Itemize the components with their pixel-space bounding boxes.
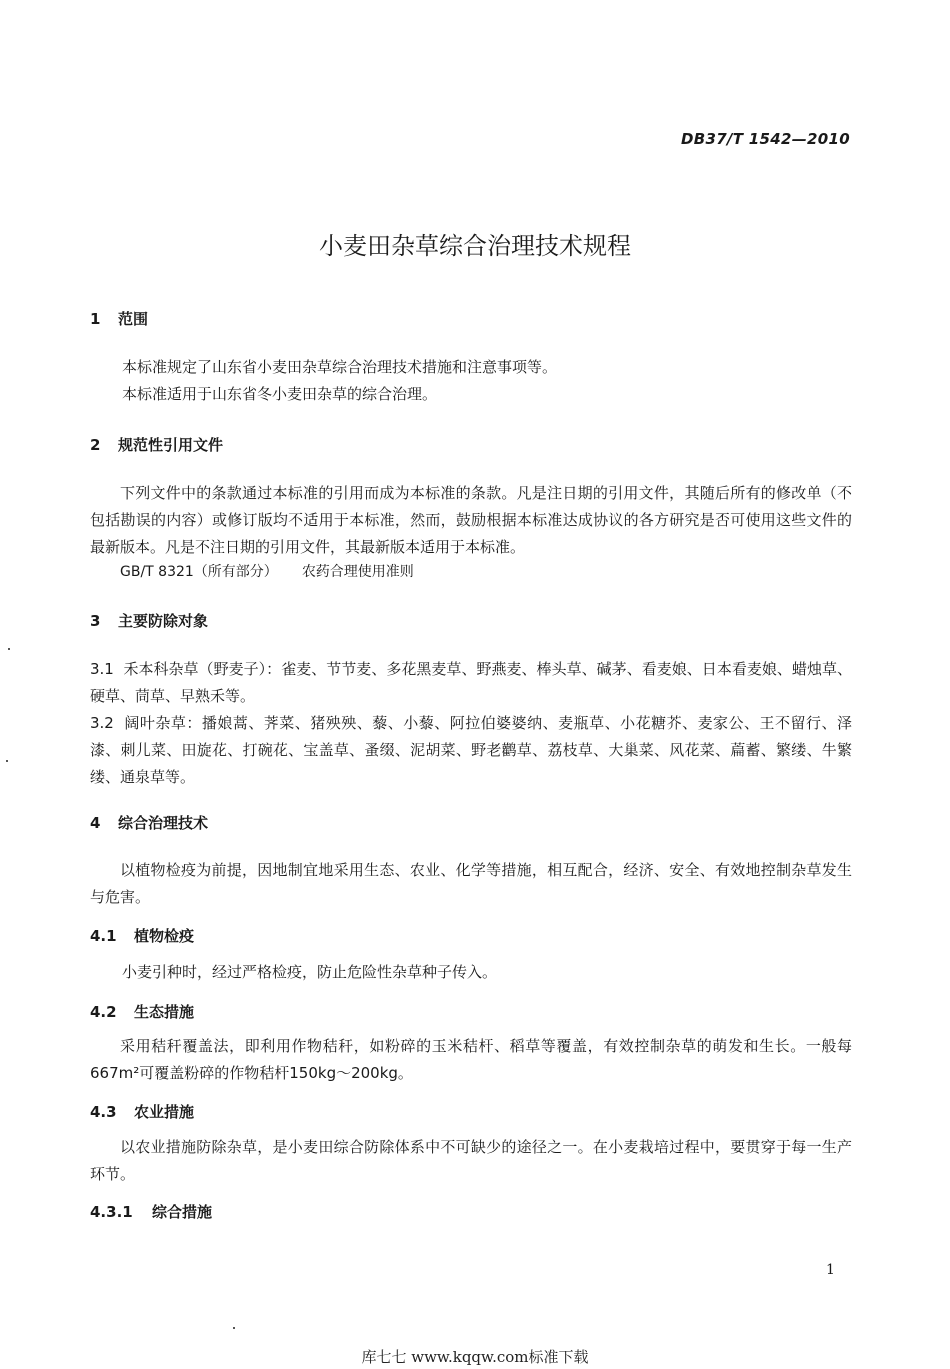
clause-text: 禾本科杂草（野麦子）：雀麦、节节麦、多花黑麦草、野燕麦、棒头草、碱茅、看麦娘、日本看麦娘、蜡烛草、硬草、茼草、早熟禾等。 bbox=[90, 660, 852, 705]
section-number: 4 bbox=[90, 814, 101, 832]
paragraph: 本标准适用于山东省冬小麦田杂草的综合治理。 bbox=[122, 385, 438, 403]
section-title: 范围 bbox=[118, 310, 149, 328]
clause-number: 3.1 bbox=[90, 660, 114, 678]
paragraph: 采用秸秆覆盖法，即利用作物秸秆，如粉碎的玉米秸杆、稻草等覆盖，有效控制杂草的萌发和生长。一般每667m²可覆盖粉碎的作物秸杆150kg～200kg。 bbox=[90, 1037, 852, 1082]
section-number: 2 bbox=[90, 436, 101, 454]
clause-text: 阔叶杂草：播娘蒿、荠菜、猪殃殃、藜、小藜、阿拉伯婆婆纳、麦瓶草、小花糖芥、麦家公、王不留行、泽漆、刺儿菜、田旋花、打碗花、宝盖草、蚤缀、泥胡菜、野老鹳草、荔枝草、大巢菜、风花菜、萹蓄、繁缕、牛繁缕、通泉草等。 bbox=[90, 714, 852, 786]
clause-3-2 bbox=[90, 710, 852, 791]
section-title: 主要防除对象 bbox=[118, 612, 209, 630]
paragraph: 以农业措施防除杂草，是小麦田综合防除体系中不可缺少的途径之一。在小麦栽培过程中，要贯穿于每一生产环节。 bbox=[90, 1138, 852, 1183]
reference-code: GB/T 8321（所有部分） bbox=[120, 564, 278, 580]
section-4-heading bbox=[90, 812, 208, 833]
paragraph: 下列文件中的条款通过本标准的引用而成为本标准的条款。凡是注日期的引用文件，其随后所有的修改单（不包括勘误的内容）或修订版均不适用于本标准，然而，鼓励根据本标准达成协议的各方研究是否可使用这些文件的最新版本。凡是不注日期的引用文件，其最新版本适用于本标准。 bbox=[90, 484, 852, 556]
section-title: 规范性引用文件 bbox=[118, 436, 224, 454]
document-code: DB37/T 1542—2010 bbox=[681, 130, 850, 148]
clause-title: 农业措施 bbox=[134, 1103, 195, 1121]
section-title: 综合治理技术 bbox=[118, 814, 209, 832]
scan-speck bbox=[6, 760, 8, 762]
clause-number: 4.3 bbox=[90, 1103, 117, 1121]
section-2-heading bbox=[90, 434, 223, 455]
clause-title: 植物检疫 bbox=[134, 927, 195, 945]
clause-title: 综合措施 bbox=[152, 1203, 213, 1221]
clause-3-1 bbox=[90, 656, 852, 710]
scan-speck bbox=[8, 648, 10, 650]
clause-4-3-heading bbox=[90, 1101, 194, 1122]
normative-reference bbox=[120, 561, 414, 581]
watermark-footer: 库七七 www.kqqw.com标准下载 bbox=[361, 1348, 589, 1366]
clause-4-3-1-heading bbox=[90, 1201, 212, 1222]
page-number: 1 bbox=[826, 1262, 835, 1278]
scan-speck bbox=[233, 1327, 235, 1329]
paragraph: 以植物检疫为前提，因地制宜地采用生态、农业、化学等措施，相互配合，经济、安全、有效地控制杂草发生与危害。 bbox=[90, 861, 852, 906]
clause-number: 4.1 bbox=[90, 927, 117, 945]
clause-title: 生态措施 bbox=[134, 1003, 195, 1021]
clause-4-1-heading bbox=[90, 925, 194, 946]
reference-title: 农药合理使用准则 bbox=[301, 564, 414, 580]
section-1-heading bbox=[90, 308, 148, 329]
clause-number: 4.3.1 bbox=[90, 1203, 133, 1221]
clause-number: 4.2 bbox=[90, 1003, 117, 1021]
section-number: 1 bbox=[90, 310, 101, 328]
clause-4-2-heading bbox=[90, 1001, 194, 1022]
paragraph: 小麦引种时，经过严格检疫，防止危险性杂草种子传入。 bbox=[122, 963, 498, 981]
page-title: 小麦田杂草综合治理技术规程 bbox=[319, 232, 631, 260]
section-3-heading bbox=[90, 610, 208, 631]
section-number: 3 bbox=[90, 612, 101, 630]
paragraph: 本标准规定了山东省小麦田杂草综合治理技术措施和注意事项等。 bbox=[122, 358, 558, 376]
clause-number: 3.2 bbox=[90, 714, 114, 732]
